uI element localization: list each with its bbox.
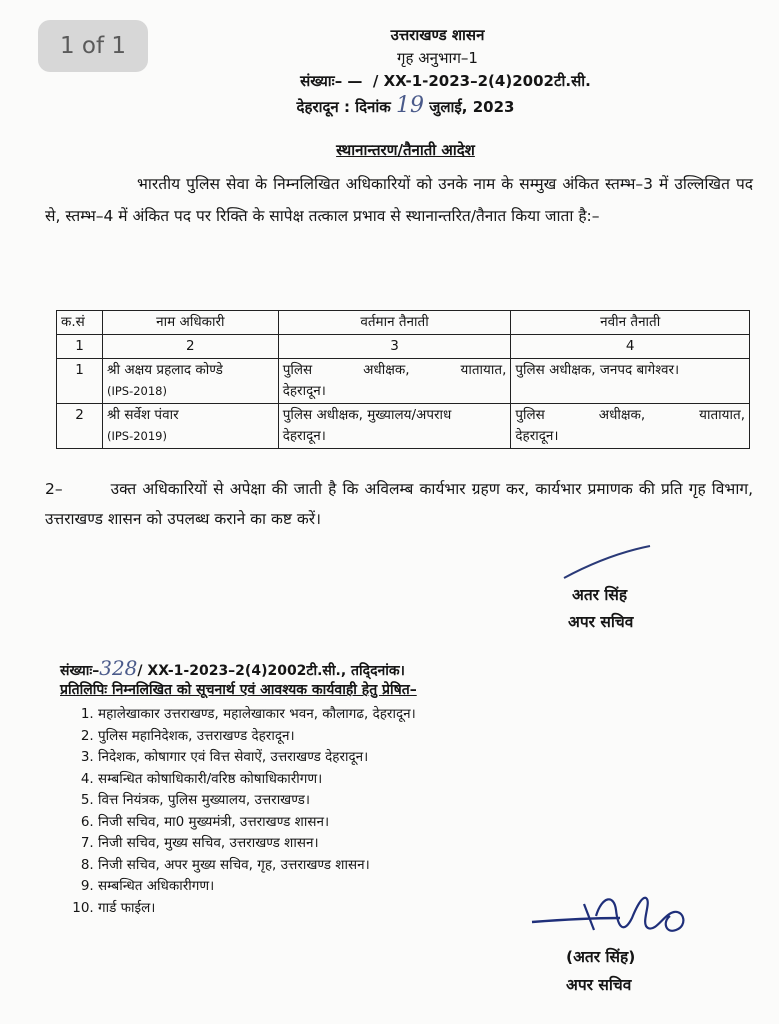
table-column-number-row [57, 335, 750, 359]
table-header-row [57, 311, 750, 335]
date-month-year: जुलाई, 2023 [429, 98, 515, 116]
list-item: 5. वित्त नियंत्रक, पुलिस मुख्यालय, उत्तराखण्ड। [98, 790, 416, 812]
current-post-line: पुलिस अधीक्षक, मुख्यालय/अपराध [282, 407, 452, 423]
list-item: 4. सम्बन्धित कोषाधिकारी/वरिष्ठ कोषाधिकारीगण। [98, 769, 416, 791]
intro-paragraph: भारतीय पुलिस सेवा के निम्नलिखित अधिकारियों को उनके नाम के सम्मुख अंकित स्तम्भ–3 में उल्लिखित पद से, स्तम्भ–4 में अंकित पद पर रिक्ति के सापेक्ष तत्काल प्रभाव से स्थानान्तरित/तैनात किया जाता है:– [45, 175, 753, 225]
current-post-line: देहरादून। [282, 428, 326, 444]
table-cell [511, 359, 750, 404]
table-cell: 1 [57, 359, 103, 404]
table-column-number: 3 [278, 335, 511, 359]
list-item: 8. निजी सचिव, अपर मुख्य सचिव, गृह, उत्तराखण्ड शासन। [98, 855, 416, 877]
table-column-number: 1 [57, 335, 103, 359]
reference-blank: — [342, 72, 373, 90]
copy-heading: प्रतिलिपिः निम्नलिखित को सूचनार्थ एवं आवश्यक कार्यवाही हेतु प्रेषित– [60, 682, 417, 698]
date-line [16, 93, 779, 118]
table-cell [102, 359, 278, 404]
reference-label: संख्याः– [300, 72, 343, 90]
list-item: 10. गार्ड फाईल। [98, 898, 416, 920]
new-post-line: पुलिस अधीक्षक, यातायात, [515, 407, 745, 423]
list-item: 6. निजी सचिव, मा0 मुख्यमंत्री, उत्तराखण्ड शासन। [98, 812, 416, 834]
new-post-line: देहरादून। [515, 428, 559, 444]
reference-code: / XX-1-2023–2(4)2002टी.सी. [372, 72, 591, 90]
department-name: गृह अनुभाग–1 [397, 49, 478, 67]
list-item: 7. निजी सचिव, मुख्य सचिव, उत्तराखण्ड शासन। [98, 833, 416, 855]
date-day: 19 [396, 93, 425, 118]
government-name: उत्तराखण्ड शासन [390, 26, 485, 44]
table-column-number: 4 [511, 335, 750, 359]
officer-batch: (IPS-2019) [106, 429, 167, 443]
table-cell [511, 404, 750, 449]
order-title: स्थानान्तरण/तैनाती आदेश [336, 141, 475, 159]
table-cell: 2 [57, 404, 103, 449]
instruction-paragraph [45, 474, 753, 534]
instruction-number: 2– [45, 480, 63, 498]
officer-name: श्री अक्षय प्रहलाद कोण्डे [106, 362, 223, 378]
signatory-name: अतर सिंह [572, 586, 628, 604]
instruction-text: उक्त अधिकारियों से अपेक्षा की जाती है कि अविलम्ब कार्यभार ग्रहण कर, कार्यभार प्रमाणक की प्रति गृह विभाग, उत्तराखण्ड शासन को उपलब्ध कराने का कष्ट करें। [45, 480, 753, 528]
signature-mark [560, 542, 655, 582]
current-post-line: पुलिस अधीक्षक, यातायात, [282, 362, 507, 378]
table-header: नाम अधिकारी [102, 311, 278, 335]
date-label: देहरादून : दिनांक [296, 98, 391, 116]
final-signatory-designation: अपर सचिव [566, 976, 632, 994]
table-row [57, 359, 750, 404]
final-signatory-name: (अतर सिंह) [566, 948, 636, 966]
table-cell [278, 404, 511, 449]
new-post-line: पुलिस अधीक्षक, जनपद बागेश्वर। [515, 362, 680, 378]
table-cell [278, 359, 511, 404]
officer-batch: (IPS-2018) [106, 384, 167, 398]
handwritten-signature [528, 888, 698, 948]
list-item: 2. पुलिस महानिदेशक, उत्तराखण्ड देहरादून। [98, 726, 416, 748]
recipient-list [60, 704, 416, 919]
list-item: 1. महालेखाकार उत्तराखण्ड, महालेखाकार भवन, कौलागढ, देहरादून। [98, 704, 416, 726]
table-row [57, 404, 750, 449]
table-column-number: 2 [102, 335, 278, 359]
table-header: वर्तमान तैनाती [278, 311, 511, 335]
reference-number [56, 71, 779, 91]
copy-reference-rest: / XX-1-2023–2(4)2002टी.सी., तद्‍दिनांक। [137, 663, 405, 679]
copy-reference [60, 656, 405, 680]
list-item: 9. सम्बन्धित अधिकारीगण। [98, 876, 416, 898]
table-header: क.सं [57, 311, 103, 335]
transfer-table [56, 310, 750, 449]
officer-name: श्री सर्वेश पंवार [106, 407, 179, 423]
copy-reference-label: संख्याः– [60, 663, 100, 679]
page-indicator-text: 1 of 1 [59, 33, 127, 59]
table-header: नवीन तैनाती [511, 311, 750, 335]
list-item: 3. निदेशक, कोषागार एवं वित्त सेवाऐं, उत्तराखण्ड देहरादून। [98, 747, 416, 769]
current-post-line: देहरादून। [282, 383, 326, 399]
copy-reference-number: 328 [99, 656, 138, 680]
signatory-designation: अपर सचिव [568, 613, 634, 631]
table-cell [102, 404, 278, 449]
